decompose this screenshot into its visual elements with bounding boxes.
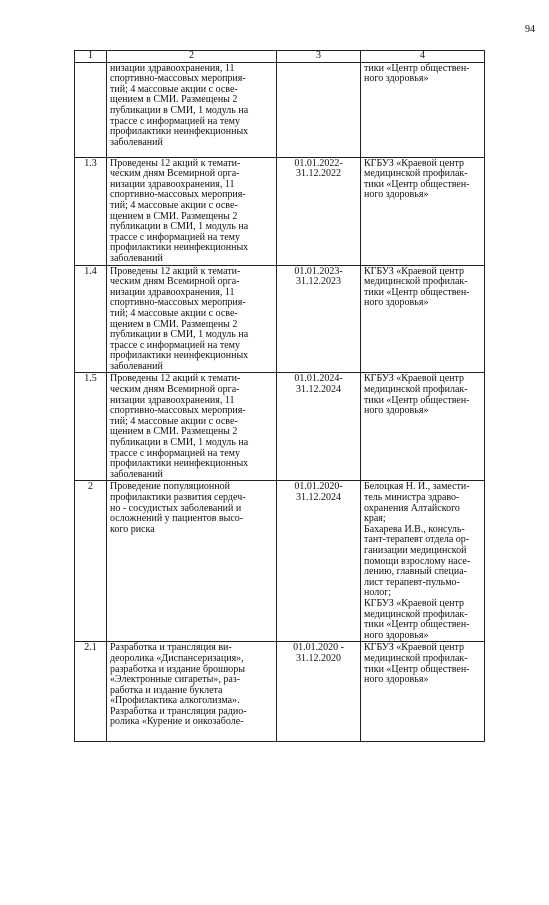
header-cell-executor: 4 bbox=[361, 51, 485, 63]
cell-text-line: заболеваний bbox=[110, 252, 163, 264]
cell-text-line: тий; 4 массовые акции с осве- bbox=[110, 415, 238, 427]
cell-text-line: 01.01.2020 - bbox=[293, 642, 344, 654]
cell-text-line: «Электронные сигареты», раз- bbox=[110, 674, 241, 686]
measures-table bbox=[74, 50, 485, 742]
cell-text-line: профилактики неинфекционных bbox=[110, 242, 249, 254]
cell-text-line: тий; 4 массовые акции с осве- bbox=[110, 83, 238, 95]
table-row bbox=[75, 62, 485, 157]
cell-text-line: но - сосудистых заболеваний и bbox=[110, 502, 242, 514]
page-number: 94 bbox=[525, 24, 535, 35]
cell-text-line: 31.12.2023 bbox=[296, 276, 341, 288]
table-row bbox=[75, 157, 485, 265]
cell-text-line: публикации в СМИ, 1 модуль на bbox=[110, 329, 249, 341]
cell-text-line: Разработка и трансляция радио- bbox=[110, 705, 247, 717]
cell-text-line: профилактики развития сердеч- bbox=[110, 492, 246, 503]
row-period-cell bbox=[277, 373, 361, 481]
cell-text-line: 31.12.2024 bbox=[296, 492, 341, 503]
cell-text-line: профилактики неинфекционных bbox=[110, 458, 249, 470]
row-description-cell bbox=[107, 157, 277, 265]
cell-text-line: лист терапевт-пульмо- bbox=[364, 576, 460, 588]
row-number-cell: 1.4 bbox=[75, 265, 107, 373]
cell-text-line: КГБУЗ «Краевой центр bbox=[364, 597, 464, 609]
cell-text-line: тий; 4 массовые акции с осве- bbox=[110, 199, 238, 211]
cell-text-line: медицинской профилак- bbox=[364, 168, 468, 180]
cell-text-line: 31.12.2020 bbox=[296, 652, 341, 664]
row-executor-cell bbox=[361, 481, 485, 642]
cell-text-line: тики «Центр обществен- bbox=[364, 619, 470, 631]
header-cell-number: 1 bbox=[75, 51, 107, 63]
cell-text-line: публикации в СМИ, 1 модуль на bbox=[110, 437, 249, 449]
header-cell-period: 3 bbox=[277, 51, 361, 63]
cell-text-line: тель министра здраво- bbox=[364, 492, 460, 503]
cell-text-line: трассе с информацией на тему bbox=[110, 115, 240, 127]
cell-text-line: Проведение популяционной bbox=[110, 481, 230, 493]
row-period-cell bbox=[277, 642, 361, 742]
cell-text-line: «Профилактика алкоголизма». bbox=[110, 695, 240, 707]
row-period-cell bbox=[277, 157, 361, 265]
row-executor-cell bbox=[361, 642, 485, 742]
row-executor-cell bbox=[361, 373, 485, 481]
cell-text-line: ного здоровья» bbox=[364, 189, 429, 201]
cell-text-line: трассе с информацией на тему bbox=[110, 339, 240, 351]
cell-text-line: тий; 4 массовые акции с осве- bbox=[110, 307, 238, 319]
row-number-cell bbox=[75, 62, 107, 157]
cell-text-line: щением в СМИ. Размещены 2 bbox=[110, 94, 238, 106]
cell-text-line: ролика «Курение и онкозаболе- bbox=[110, 716, 244, 728]
cell-text-line: спортивно-массовых мероприя- bbox=[110, 405, 246, 417]
cell-text-line: низации здравоохранения, 11 bbox=[110, 62, 235, 74]
row-period-cell bbox=[277, 62, 361, 157]
cell-text-line: щением в СМИ. Размещены 2 bbox=[110, 210, 238, 222]
cell-text-line: медицинской профилак- bbox=[364, 276, 468, 288]
cell-text-line: заболеваний bbox=[110, 468, 163, 480]
cell-text-line: публикации в СМИ, 1 модуль на bbox=[110, 104, 249, 116]
cell-text-line: заболеваний bbox=[110, 360, 163, 372]
row-number-cell: 1.5 bbox=[75, 373, 107, 481]
row-executor-cell bbox=[361, 62, 485, 157]
cell-text-line: ного здоровья» bbox=[364, 674, 429, 686]
cell-text-line: 01.01.2020- bbox=[294, 481, 343, 493]
cell-text-line: Белоцкая Н. И., замести- bbox=[364, 481, 470, 493]
cell-text-line: тики «Центр обществен- bbox=[364, 286, 470, 298]
row-period-cell bbox=[277, 265, 361, 373]
cell-text-line: 01.01.2023- bbox=[294, 265, 343, 277]
cell-text-line: КГБУЗ «Краевой центр bbox=[364, 373, 464, 385]
cell-text-line: тики «Центр обществен- bbox=[364, 663, 470, 675]
cell-text-line: трассе с информацией на тему bbox=[110, 231, 240, 243]
table-row bbox=[75, 481, 485, 642]
row-description-cell bbox=[107, 62, 277, 157]
cell-text-line: низации здравоохранения, 11 bbox=[110, 178, 235, 190]
cell-text-line: спортивно-массовых мероприя- bbox=[110, 297, 246, 309]
cell-text-line: помощи взрослому насе- bbox=[364, 555, 471, 567]
cell-text-line: публикации в СМИ, 1 модуль на bbox=[110, 221, 249, 233]
row-executor-cell bbox=[361, 265, 485, 373]
cell-text-line: тант-терапевт отдела ор- bbox=[364, 534, 470, 546]
cell-text-line: ного здоровья» bbox=[364, 73, 429, 85]
row-description-cell bbox=[107, 481, 277, 642]
cell-text-line: 31.12.2022 bbox=[296, 168, 341, 180]
cell-text-line: 01.01.2022- bbox=[294, 157, 343, 169]
cell-text-line: ного здоровья» bbox=[364, 405, 429, 417]
cell-text-line: тики «Центр обществен- bbox=[364, 62, 470, 74]
cell-text-line: медицинской профилак- bbox=[364, 652, 468, 664]
cell-text-line: тики «Центр обществен- bbox=[364, 394, 470, 406]
row-period-cell bbox=[277, 481, 361, 642]
cell-text-line: медицинской профилак- bbox=[364, 384, 468, 396]
cell-text-line: 01.01.2024- bbox=[294, 373, 343, 385]
cell-text-line: заболеваний bbox=[110, 136, 163, 148]
table-header-row bbox=[75, 51, 485, 63]
cell-text-line: Бахарева И.В., консуль- bbox=[364, 523, 465, 535]
cell-text-line: трассе с информацией на тему bbox=[110, 447, 240, 459]
cell-text-line: ганизации медицинской bbox=[364, 544, 467, 556]
cell-text-line: щением в СМИ. Размещены 2 bbox=[110, 318, 238, 330]
cell-text-line: медицинской профилак- bbox=[364, 608, 468, 620]
row-description-cell bbox=[107, 373, 277, 481]
cell-text-line: низации здравоохранения, 11 bbox=[110, 286, 235, 298]
cell-text-line: КГБУЗ «Краевой центр bbox=[364, 157, 464, 169]
row-number-cell: 2.1 bbox=[75, 642, 107, 742]
cell-text-line: работка и издание буклета bbox=[110, 684, 223, 696]
cell-text-line: низации здравоохранения, 11 bbox=[110, 394, 235, 406]
cell-text-line: разработка и издание брошюры bbox=[110, 663, 245, 675]
cell-text-line: лению, главный специа- bbox=[364, 566, 467, 578]
cell-text-line: профилактики неинфекционных bbox=[110, 350, 249, 362]
table-row bbox=[75, 642, 485, 742]
row-description-cell bbox=[107, 642, 277, 742]
header-cell-description: 2 bbox=[107, 51, 277, 63]
cell-text-line: КГБУЗ «Краевой центр bbox=[364, 642, 464, 654]
cell-text-line: ного здоровья» bbox=[364, 297, 429, 309]
cell-text-line: кого риска bbox=[110, 523, 155, 535]
row-executor-cell bbox=[361, 157, 485, 265]
cell-text-line: нолог; bbox=[364, 587, 392, 599]
cell-text-line: ческим дням Всемирной орга- bbox=[110, 276, 240, 288]
row-description-cell bbox=[107, 265, 277, 373]
cell-text-line: края; bbox=[364, 513, 386, 525]
table-row bbox=[75, 265, 485, 373]
cell-text-line: охранения Алтайского bbox=[364, 502, 460, 514]
cell-text-line: спортивно-массовых мероприя- bbox=[110, 189, 246, 201]
cell-text-line: щением в СМИ. Размещены 2 bbox=[110, 426, 238, 438]
cell-text-line: ческим дням Всемирной орга- bbox=[110, 168, 240, 180]
cell-text-line: 31.12.2024 bbox=[296, 384, 341, 396]
cell-text-line: Разработка и трансляция ви- bbox=[110, 642, 232, 654]
cell-text-line: тики «Центр обществен- bbox=[364, 178, 470, 190]
row-number-cell: 2 bbox=[75, 481, 107, 642]
cell-text-line: осложнений у пациентов высо- bbox=[110, 513, 244, 525]
measures-table-body bbox=[75, 51, 485, 742]
row-number-cell: 1.3 bbox=[75, 157, 107, 265]
cell-text-line: спортивно-массовых мероприя- bbox=[110, 73, 246, 85]
cell-text-line: КГБУЗ «Краевой центр bbox=[364, 265, 464, 277]
cell-text-line: ного здоровья» bbox=[364, 629, 429, 641]
table-row bbox=[75, 373, 485, 481]
cell-text-line: ческим дням Всемирной орга- bbox=[110, 384, 240, 396]
cell-text-line: Проведены 12 акций к темати- bbox=[110, 157, 241, 169]
cell-text-line: Проведены 12 акций к темати- bbox=[110, 373, 241, 385]
cell-text-line: деоролика «Диспансеризация», bbox=[110, 652, 244, 664]
cell-text-line: Проведены 12 акций к темати- bbox=[110, 265, 241, 277]
cell-text-line: профилактики неинфекционных bbox=[110, 126, 249, 138]
